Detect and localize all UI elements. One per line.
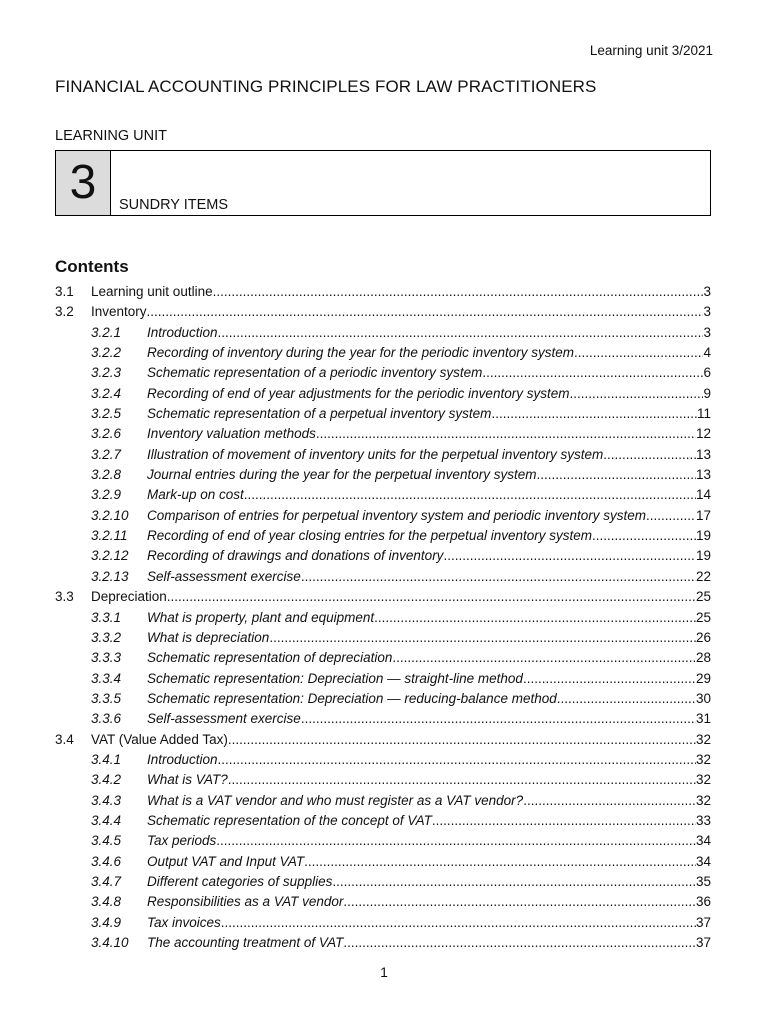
- toc-entry[interactable]: [55, 589, 711, 609]
- toc-dot-leader: [536, 467, 696, 482]
- toc-entry-number: 3.2.5: [91, 406, 122, 422]
- toc-entry-page: 31: [695, 711, 711, 727]
- toc-entry-page: 32: [695, 792, 711, 808]
- toc-entry-page: 30: [695, 690, 711, 706]
- toc-dot-leader: [432, 813, 696, 828]
- toc-entry-number: 3.3.4: [91, 670, 122, 686]
- toc-entry[interactable]: [55, 447, 711, 467]
- toc-entry-number: 3.2.12: [91, 548, 129, 564]
- toc-dot-leader: [392, 650, 696, 665]
- toc-entry-title: The accounting treatment of VAT: [147, 935, 344, 950]
- toc-entry[interactable]: [55, 426, 711, 446]
- toc-entry-number: 3.4.10: [91, 935, 129, 950]
- toc-entry-page: 33: [695, 812, 711, 828]
- toc-entry[interactable]: [55, 610, 711, 630]
- toc-entry-page: 11: [696, 406, 711, 422]
- toc-entry-title: Schematic representation of a periodic inventory system: [147, 365, 483, 381]
- toc-entry[interactable]: [55, 304, 711, 324]
- toc-entry[interactable]: [55, 935, 711, 955]
- toc-entry-title: Illustration of movement of inventory units for the perpetual inventory system: [147, 446, 604, 462]
- toc-entry-number: 3.3.1: [91, 609, 122, 625]
- toc-entry-number: 3.2.1: [91, 324, 122, 340]
- toc-dot-leader: [218, 325, 704, 340]
- toc-entry-title: Schematic representation of a perpetual inventory system: [147, 406, 492, 422]
- toc-entry-number: 3.3.6: [91, 711, 122, 727]
- toc-dot-leader: [343, 894, 696, 909]
- toc-entry[interactable]: [55, 711, 711, 731]
- toc-entry-page: 19: [695, 548, 711, 564]
- toc-dot-leader: [592, 528, 696, 543]
- toc-entry-title: Journal entries during the year for the perpetual inventory system: [147, 467, 537, 483]
- toc-dot-leader: [332, 874, 696, 889]
- toc-entry[interactable]: [55, 325, 711, 345]
- toc-dot-leader: [167, 589, 696, 604]
- toc-entry-number: 3.1: [55, 284, 74, 299]
- toc-entry-page: 13: [695, 467, 711, 483]
- toc-entry-title: Introduction: [147, 751, 218, 767]
- toc-entry-title: What is depreciation: [147, 629, 270, 645]
- toc-dot-leader: [343, 935, 696, 950]
- toc-entry-title: Learning unit outline: [91, 284, 213, 299]
- toc-entry[interactable]: [55, 569, 711, 589]
- toc-entry-page: 6: [703, 365, 711, 381]
- toc-entry-title: What is a VAT vendor and who must register as a VAT vendor?: [147, 792, 524, 808]
- toc-entry-title: Self-assessment exercise: [147, 711, 301, 727]
- table-of-contents: [55, 284, 711, 955]
- toc-dot-leader: [221, 915, 696, 930]
- toc-entry-number: 3.2: [55, 304, 74, 320]
- toc-entry-title: What is VAT?: [147, 772, 228, 788]
- toc-entry-title: Responsibilities as a VAT vendor: [147, 894, 344, 910]
- toc-entry-page: 32: [695, 751, 711, 767]
- toc-entry-title: Different categories of supplies: [147, 873, 333, 889]
- toc-entry[interactable]: [55, 894, 711, 914]
- toc-entry-number: 3.2.7: [91, 446, 122, 462]
- toc-entry-page: 34: [695, 833, 711, 849]
- toc-entry-number: 3.2.4: [91, 385, 122, 401]
- toc-entry-title: Recording of end of year adjustments for the periodic inventory system: [147, 385, 570, 401]
- toc-entry[interactable]: [55, 833, 711, 853]
- toc-entry[interactable]: [55, 854, 711, 874]
- toc-entry-title: Introduction: [147, 324, 218, 340]
- toc-entry-number: 3.2.13: [91, 568, 129, 584]
- toc-dot-leader: [646, 508, 696, 523]
- toc-entry[interactable]: [55, 467, 711, 487]
- toc-entry-title: Schematic representation: Depreciation — straight-line method: [147, 670, 523, 686]
- toc-entry-title: Recording of end of year closing entries for the perpetual inventory system: [147, 528, 592, 544]
- toc-entry-page: 32: [695, 731, 711, 747]
- toc-entry[interactable]: [55, 487, 711, 507]
- toc-entry-page: 37: [695, 914, 711, 930]
- toc-dot-leader: [244, 487, 696, 502]
- toc-entry[interactable]: [55, 365, 711, 385]
- toc-entry-title: Recording of drawings and donations of inventory: [147, 548, 444, 564]
- toc-dot-leader: [374, 610, 696, 625]
- toc-dot-leader: [216, 833, 696, 848]
- toc-entry[interactable]: [55, 630, 711, 650]
- toc-dot-leader: [603, 447, 696, 462]
- toc-entry-title: Mark-up on cost: [147, 487, 244, 503]
- toc-entry[interactable]: [55, 874, 711, 894]
- toc-entry-title: Depreciation: [91, 589, 167, 605]
- toc-entry-title: What is property, plant and equipment: [147, 609, 375, 625]
- toc-entry-title: Inventory: [91, 304, 147, 320]
- toc-entry-page: 35: [695, 873, 711, 889]
- toc-entry-number: 3.3.3: [91, 650, 122, 666]
- toc-entry-number: 3.3: [55, 589, 74, 605]
- toc-entry-number: 3.2.2: [91, 345, 122, 361]
- toc-entry-page: 12: [695, 426, 711, 442]
- toc-dot-leader: [491, 406, 697, 421]
- toc-dot-leader: [213, 284, 704, 299]
- toc-entry[interactable]: [55, 508, 711, 528]
- toc-entry-page: 19: [695, 528, 711, 544]
- toc-entry-page: 26: [695, 629, 711, 645]
- toc-entry[interactable]: [55, 671, 711, 691]
- toc-entry-title: Schematic representation of depreciation: [147, 650, 393, 666]
- toc-entry-title: Self-assessment exercise: [147, 568, 301, 584]
- toc-entry-number: 3.4.3: [91, 792, 122, 808]
- toc-entry-page: 14: [695, 487, 711, 503]
- toc-entry-page: 36: [695, 894, 711, 910]
- toc-entry-title: Tax periods: [147, 833, 217, 849]
- toc-dot-leader: [147, 304, 704, 319]
- toc-dot-leader: [301, 711, 696, 726]
- toc-dot-leader: [574, 345, 704, 360]
- toc-entry-number: 3.4.6: [91, 853, 122, 869]
- toc-entry-number: 3.3.5: [91, 690, 122, 706]
- toc-entry-number: 3.2.11: [91, 528, 128, 544]
- toc-entry-title: VAT (Value Added Tax): [91, 731, 228, 747]
- toc-entry-title: Tax invoices: [147, 914, 221, 930]
- toc-entry-number: 3.3.2: [91, 629, 122, 645]
- toc-entry-page: 17: [695, 507, 711, 523]
- toc-entry[interactable]: [55, 548, 711, 568]
- toc-entry-page: 32: [695, 772, 711, 788]
- toc-entry[interactable]: [55, 813, 711, 833]
- toc-entry-page: 9: [703, 385, 711, 401]
- toc-entry-number: 3.2.8: [91, 467, 122, 483]
- toc-entry-title: Output VAT and Input VAT: [147, 853, 305, 869]
- toc-entry[interactable]: [55, 406, 711, 426]
- page-number: 1: [380, 964, 388, 980]
- toc-entry-number: 3.4.7: [91, 873, 122, 889]
- toc-entry-number: 3.4.1: [91, 751, 122, 767]
- toc-entry-number: 3.4: [55, 731, 74, 747]
- toc-entry-number: 3.2.6: [91, 426, 122, 442]
- toc-entry-page: 13: [695, 446, 711, 462]
- toc-entry-page: 22: [695, 568, 711, 584]
- toc-entry-number: 3.2.10: [91, 507, 129, 523]
- toc-dot-leader: [269, 630, 696, 645]
- toc-entry-number: 3.4.2: [91, 772, 122, 788]
- toc-entry-page: 28: [695, 650, 711, 666]
- toc-entry-title: Comparison of entries for perpetual inventory system and periodic inventory system: [147, 507, 646, 523]
- toc-entry-page: 29: [695, 670, 711, 686]
- toc-entry-number: 3.4.8: [91, 894, 122, 910]
- toc-entry-page: 3: [703, 304, 711, 320]
- learning-unit-box: [55, 150, 711, 216]
- contents-heading: Contents: [55, 257, 129, 276]
- toc-entry-title: Schematic representation: Depreciation — reducing-balance method: [147, 690, 557, 706]
- toc-dot-leader: [569, 386, 703, 401]
- toc-dot-leader: [228, 732, 696, 747]
- toc-dot-leader: [523, 793, 696, 808]
- toc-dot-leader: [304, 854, 696, 869]
- toc-entry-page: 3: [703, 284, 711, 299]
- toc-dot-leader: [523, 671, 696, 686]
- toc-entry[interactable]: [55, 772, 711, 792]
- toc-entry-page: 3: [703, 324, 711, 340]
- toc-entry-page: 4: [703, 345, 711, 361]
- toc-entry[interactable]: [55, 691, 711, 711]
- toc-dot-leader: [228, 772, 696, 787]
- toc-dot-leader: [443, 548, 696, 563]
- toc-entry[interactable]: [55, 650, 711, 670]
- toc-entry-title: Recording of inventory during the year for the periodic inventory system: [147, 345, 574, 361]
- toc-entry-number: 3.2.3: [91, 365, 122, 381]
- toc-entry[interactable]: [55, 386, 711, 406]
- toc-entry-page: 25: [695, 589, 711, 605]
- toc-entry-number: 3.2.9: [91, 487, 122, 503]
- toc-entry-page: 34: [695, 853, 711, 869]
- toc-dot-leader: [482, 365, 703, 380]
- toc-dot-leader: [301, 569, 696, 584]
- toc-dot-leader: [557, 691, 696, 706]
- toc-entry-page: 37: [695, 935, 711, 950]
- toc-entry-title: Schematic representation of the concept of VAT: [147, 812, 432, 828]
- learning-unit-number: 3: [56, 151, 111, 215]
- toc-dot-leader: [316, 426, 696, 441]
- toc-entry[interactable]: [55, 528, 711, 548]
- learning-unit-name: SUNDRY ITEMS: [119, 197, 229, 213]
- toc-entry-title: Inventory valuation methods: [147, 426, 316, 442]
- toc-entry[interactable]: [55, 345, 711, 365]
- toc-entry-number: 3.4.4: [91, 812, 122, 828]
- toc-entry[interactable]: [55, 915, 711, 935]
- toc-dot-leader: [218, 752, 696, 767]
- toc-entry-number: 3.4.5: [91, 833, 122, 849]
- unit-reference: Learning unit 3/2021: [589, 43, 713, 58]
- toc-entry-page: 25: [695, 609, 711, 625]
- toc-entry[interactable]: [55, 284, 711, 304]
- toc-entry-number: 3.4.9: [91, 914, 122, 930]
- toc-entry[interactable]: [55, 752, 711, 772]
- toc-entry[interactable]: [55, 732, 711, 752]
- toc-entry[interactable]: [55, 793, 711, 813]
- document-title: FINANCIAL ACCOUNTING PRINCIPLES FOR LAW PRACTITIONERS: [55, 77, 597, 96]
- learning-unit-label: LEARNING UNIT: [55, 128, 167, 144]
